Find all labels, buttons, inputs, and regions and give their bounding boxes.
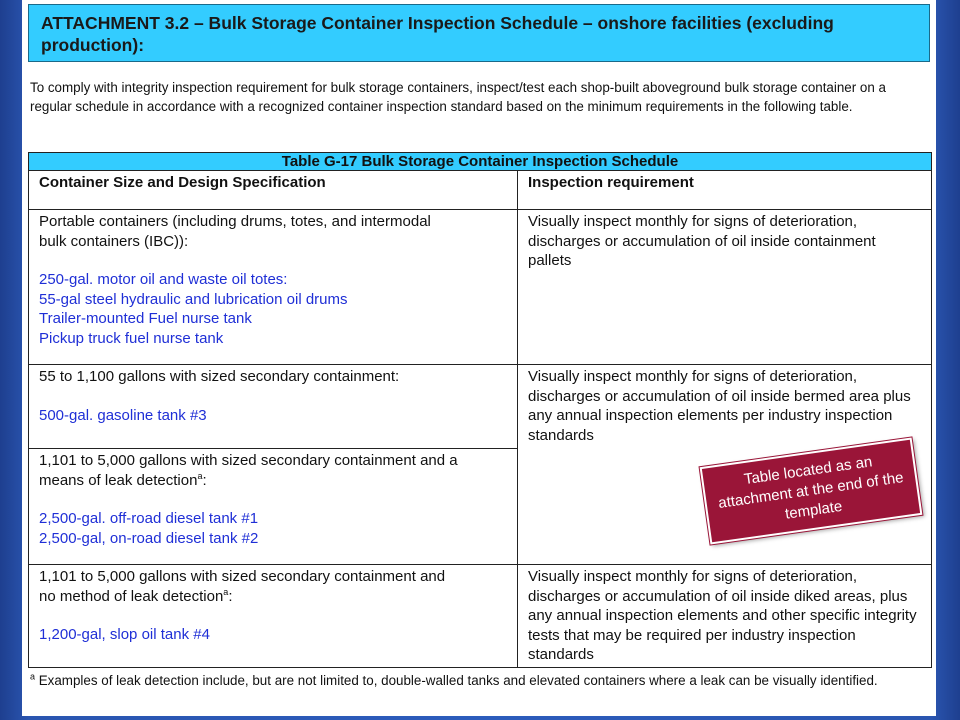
row1-item: 55-gal steel hydraulic and lubrication oil drums xyxy=(39,290,348,308)
row2-item: 500-gal. gasoline tank #3 xyxy=(39,406,207,424)
row4-spec-line2: no method of leak detection$^a$: xyxy=(39,586,233,605)
row3-spec-cell xyxy=(29,449,518,565)
footnote-marker: a xyxy=(223,586,229,597)
header-container-size: Container Size and Design Specification xyxy=(29,171,518,210)
callout-text: Table located as an attachment at the end of the template xyxy=(717,453,905,523)
footnote-text: Examples of leak detection include, but are not limited to, double-walled tanks and elevated containers where a leak can be visually identified. xyxy=(35,673,878,688)
row4-requirement-cell: Visually inspect monthly for signs of deterioration, discharges or accumulation of oil inside diked areas, plus any annual inspection elements and other specific integrity tests that may be required per industry inspection standards xyxy=(518,565,932,668)
row3-spec-line2: means of leak detection$^a$: xyxy=(39,470,207,489)
document-page xyxy=(22,0,936,716)
row4-spec-cell xyxy=(29,565,518,668)
row1-spec-line1: Portable containers (including drums, totes, and intermodal xyxy=(39,213,431,230)
attachment-title-banner xyxy=(28,4,930,62)
row3-spec-line1: 1,101 to 5,000 gallons with sized secondary containment and a xyxy=(39,452,458,469)
row2-spec-cell xyxy=(29,365,518,449)
header-inspection-requirement: Inspection requirement xyxy=(518,171,932,210)
row1-item: 250-gal. motor oil and waste oil totes: xyxy=(39,271,288,288)
row3-item: 2,500-gal, on-road diesel tank #2 xyxy=(39,529,259,547)
footnote-marker: a xyxy=(197,470,203,481)
row3-item: 2,500-gal. off-road diesel tank #1 xyxy=(39,510,259,527)
row4-item: 1,200-gal, slop oil tank #4 xyxy=(39,626,210,643)
row1-item: Trailer-mounted Fuel nurse tank xyxy=(39,310,252,327)
row2-requirement-cell: Visually inspect monthly for signs of deterioration, discharges or accumulation of oil inside bermed area plus any annual inspection elements per industry inspection standards xyxy=(518,365,932,565)
row1-item: Pickup truck fuel nurse tank xyxy=(39,329,224,347)
table-row xyxy=(29,365,932,449)
row1-spec-cell xyxy=(29,210,518,365)
inspection-schedule-table xyxy=(28,152,932,668)
attachment-title-line2: production): xyxy=(41,35,145,55)
table-caption: Table G-17 Bulk Storage Container Inspection Schedule xyxy=(29,153,932,171)
footnote-marker: a xyxy=(30,671,36,682)
table-row xyxy=(29,210,932,365)
table-row xyxy=(29,565,932,668)
row2-spec: 55 to 1,100 gallons with sized secondary containment: xyxy=(39,368,400,385)
table-header-row xyxy=(29,171,932,210)
row1-spec-line2: bulk containers (IBC)): xyxy=(39,232,189,250)
row4-spec-line1: 1,101 to 5,000 gallons with sized secondary containment and xyxy=(39,568,446,585)
row1-requirement-cell: Visually inspect monthly for signs of deterioration, discharges or accumulation of oil inside containment pallets xyxy=(518,210,932,365)
intro-paragraph: To comply with integrity inspection requirement for bulk storage containers, inspect/test each shop-built aboveground bulk storage container on a regular schedule in accordance with a recognized container inspection standard based on the minimum requirements in the following table. xyxy=(30,80,886,114)
footnote xyxy=(30,672,930,690)
attachment-title-line1: ATTACHMENT 3.2 – Bulk Storage Container Inspection Schedule – onshore facilities (excluding xyxy=(41,13,834,33)
